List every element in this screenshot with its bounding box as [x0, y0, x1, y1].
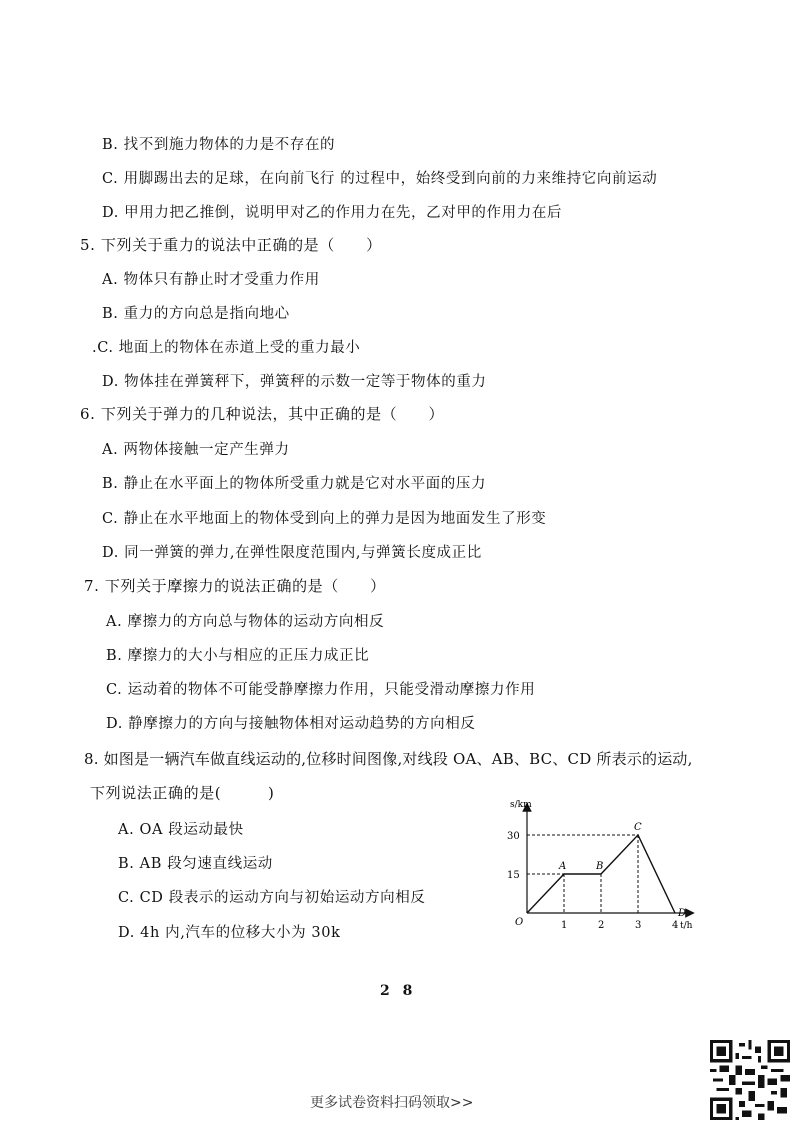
y-tick-label: 30: [507, 831, 520, 842]
q7-option-a: A. 摩擦力的方向总与物体的运动方向相反: [106, 614, 385, 630]
q6-option-b: B. 静止在水平面上的物体所受重力就是它对水平面的压力: [102, 476, 487, 492]
point-label-o: O: [515, 917, 524, 928]
q4-option-b: B. 找不到施力物体的力是不存在的: [102, 137, 336, 153]
displacement-time-chart: [500, 795, 705, 940]
q5-option-c: .C. 地面上的物体在赤道上受的重力最小: [92, 340, 361, 356]
q6-stem: 6. 下列关于弹力的几种说法，其中正确的是（ ）: [80, 405, 445, 423]
q8-option-a: A. OA 段运动最快: [118, 822, 244, 838]
y-axis-label: s/km: [510, 800, 532, 810]
x-axis-label: t/h: [680, 921, 693, 931]
q6-option-a: A. 两物体接触一定产生弹力: [102, 442, 290, 458]
q5-stem: 5. 下列关于重力的说法中正确的是（ ）: [80, 236, 382, 254]
q4-option-d: D. 甲用力把乙推倒，说明甲对乙的作用力在先，乙对甲的作用力在后: [102, 205, 563, 221]
q7-option-c: C. 运动着的物体不可能受静摩擦力作用，只能受滑动摩擦力作用: [106, 682, 536, 698]
x-tick-label: 4: [672, 920, 679, 931]
q7-option-b: B. 摩擦力的大小与相应的正压力成正比: [106, 648, 370, 664]
q5-option-a: A. 物体只有静止时才受重力作用: [102, 272, 320, 288]
q5-option-d: D. 物体挂在弹簧秤下，弹簧秤的示数一定等于物体的重力: [102, 374, 487, 390]
qr-code-icon: [710, 1040, 790, 1120]
q8-option-d: D. 4h 内,汽车的位移大小为 30k: [118, 925, 341, 941]
x-tick-label: 3: [635, 920, 642, 931]
q5-option-b: B. 重力的方向总是指向地心: [102, 306, 290, 322]
point-label-b: B: [596, 861, 604, 872]
q8-stem: 8. 如图是一辆汽车做直线运动的,位移时间图像,对线段 OA、AB、BC、CD 所表示的运动,: [84, 750, 693, 768]
q8-stem-continued: 下列说法正确的是( ): [90, 784, 275, 802]
q7-option-d: D. 静摩擦力的方向与接触物体相对运动趋势的方向相反: [106, 716, 476, 732]
point-label-a: A: [559, 861, 567, 872]
q7-stem: 7. 下列关于摩擦力的说法正确的是（ ）: [84, 577, 386, 595]
y-tick-label: 15: [507, 870, 520, 881]
point-label-c: C: [634, 822, 642, 833]
footer-text: 更多试卷资料扫码领取>>: [310, 1095, 474, 1111]
x-tick-label: 2: [598, 920, 605, 931]
q8-option-c: C. CD 段表示的运动方向与初始运动方向相反: [118, 890, 426, 906]
page-number: 2 8: [380, 983, 417, 999]
point-label-d: D: [678, 908, 687, 919]
q8-option-b: B. AB 段匀速直线运动: [118, 856, 273, 872]
x-tick-label: 1: [561, 920, 568, 931]
q6-option-d: D. 同一弹簧的弹力,在弹性限度范围内,与弹簧长度成正比: [102, 545, 482, 561]
q6-option-c: C. 静止在水平地面上的物体受到向上的弹力是因为地面发生了形变: [102, 511, 547, 527]
q4-option-c: C. 用脚踢出去的足球，在向前飞行 的过程中，始终受到向前的力来维持它向前运动: [102, 171, 658, 187]
